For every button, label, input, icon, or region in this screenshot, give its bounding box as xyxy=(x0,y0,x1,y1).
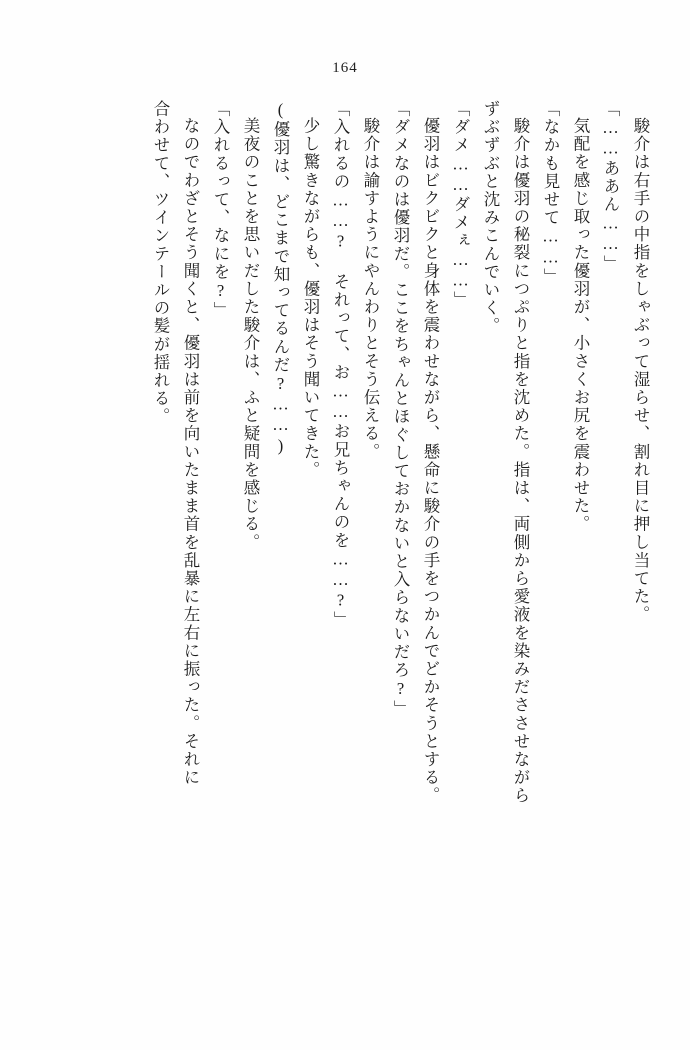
text-line: 「入れるって、なにを?」 xyxy=(211,100,230,320)
page-number: 164 xyxy=(332,60,358,76)
text-line: 「入れるの……? それって、お……お兄ちゃんのを……?」 xyxy=(331,100,350,630)
text-line: 美夜のことを思いだした駿介は、ふと疑問を感じる。 xyxy=(241,117,260,552)
text-line: 少し驚きながらも、優羽はそう聞いてきた。 xyxy=(301,117,320,479)
text-line: 「……ああん……」 xyxy=(601,100,620,273)
text-line: 駿介は諭すようにやんわりとそう伝える。 xyxy=(361,117,380,461)
text-line: 合わせて、ツインテールの髪が揺れる。 xyxy=(151,100,170,426)
text-line: 駿介は右手の中指をしゃぶって湿らせ、割れ目に押し当てた。 xyxy=(631,117,650,624)
text-line: なのでわざとそう聞くと、優羽は前を向いたまま首を乱暴に左右に振った。それに xyxy=(181,117,200,787)
text-line: 気配を感じ取った優羽が、小さくお尻を震わせた。 xyxy=(571,117,590,534)
text-line: ずぶずぶと沈みこんでいく。 xyxy=(481,100,500,336)
text-line: 「なかも見せて……」 xyxy=(541,100,560,286)
text-line: 「ダメ……ダメぇ……」 xyxy=(451,100,470,310)
text-line: 「ダメなのは優羽だ。ここをちゃんとほぐしておかないと入らないだろ?」 xyxy=(391,100,410,718)
text-line: 優羽はビクビクと身体を震わせながら、懸命に駿介の手をつかんでどかそうとする。 xyxy=(421,117,440,805)
text-line: 駿介は優羽の秘裂につぷりと指を沈めた。指は、両側から愛液を染みだささせながら xyxy=(511,117,530,805)
vertical-text-body xyxy=(42,100,648,1000)
text-line: (優羽は、どこまで知ってるんだ?……) xyxy=(271,100,290,457)
